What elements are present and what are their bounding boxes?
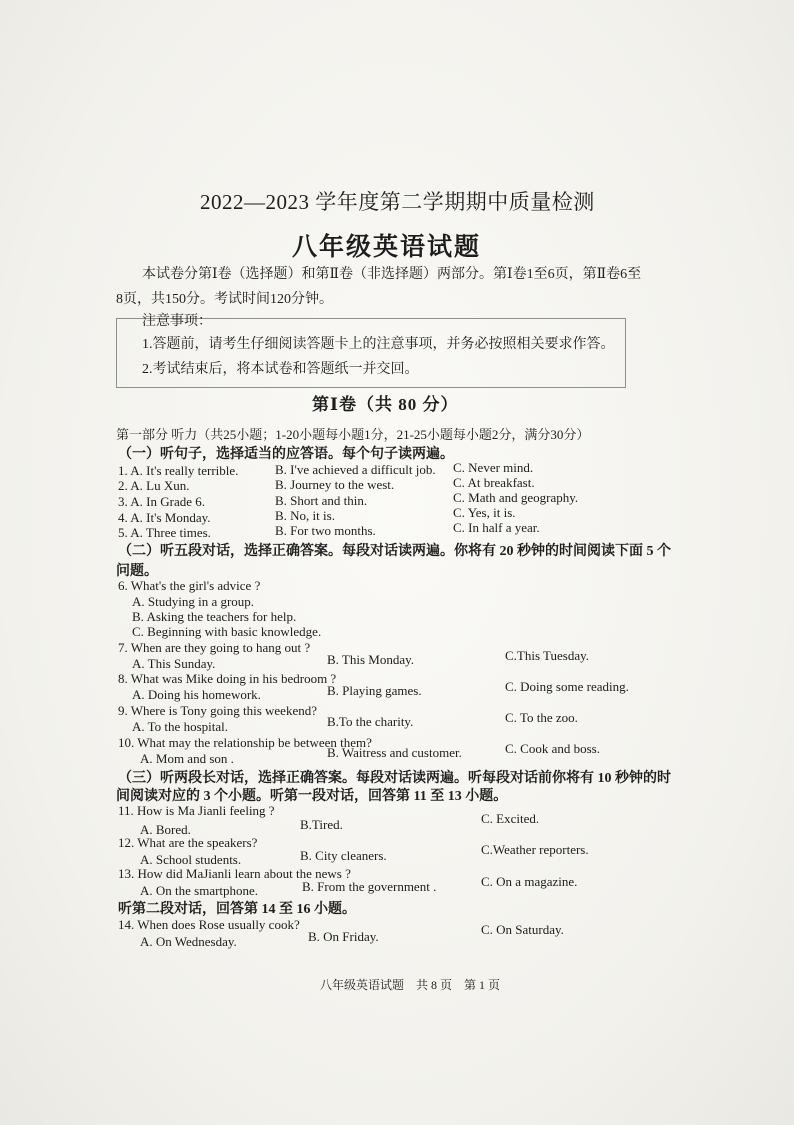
q2-option-b: B. Journey to the west. (275, 477, 395, 492)
q3-option-a: 3. A. In Grade 6. (118, 494, 206, 509)
q7-stem: 7. When are they going to hang out ? (118, 640, 311, 655)
q12-option-c: C.Weather reporters. (481, 842, 589, 857)
exam-title: 2022—2023 学年度第二学期期中质量检测 (200, 190, 595, 214)
second-dialogue-instruction: 听第二段对话，回答第 14 至 16 小题。 (118, 902, 356, 917)
q4-option-a: 4. A. It's Monday. (118, 510, 211, 525)
q10-option-c: C. Cook and boss. (505, 741, 600, 756)
q7-option-c: C.This Tuesday. (505, 648, 590, 663)
part-listening-header: 第一部分 听力（共25小题；1-20小题每小题1分，21-25小题每小题2分，满分30分） (116, 427, 590, 442)
q8-option-b: B. Playing games. (327, 683, 422, 698)
note-item-2: 2.考试结束后，将本试卷和答题纸一并交回。 (142, 362, 419, 377)
q4-option-b: B. No, it is. (275, 508, 335, 523)
q6-option-b: B. Asking the teachers for help. (132, 609, 297, 624)
q14-option-c: C. On Saturday. (481, 922, 564, 937)
q5-option-c: C. In half a year. (453, 520, 540, 535)
q7-option-a: A. This Sunday. (132, 656, 216, 671)
exam-subtitle: 八年级英语试题 (292, 234, 482, 261)
q13-option-b: B. From the government . (302, 879, 437, 894)
q12-option-a: A. School students. (140, 852, 242, 867)
q10-stem: 10. What may the relationship be between them? (118, 735, 372, 750)
note-item-1: 1.答题前，请考生仔细阅读答题卡上的注意事项，并务必按照相关要求作答。 (142, 337, 615, 352)
q12-option-b: B. City cleaners. (300, 848, 387, 863)
q1-option-c: C. Never mind. (453, 460, 534, 475)
subsection-1-instruction: （一）听句子，选择适当的应答语。每个句子读两遍。 (118, 447, 454, 462)
q13-option-c: C. On a magazine. (481, 874, 578, 889)
q2-option-a: 2. A. Lu Xun. (118, 478, 190, 493)
section-heading: 第Ⅰ卷（共 80 分） (312, 395, 459, 414)
intro-line-1: 本试卷分第Ⅰ卷（选择题）和第Ⅱ卷（非选择题）两部分。第Ⅰ卷1至6页，第Ⅱ卷6至 (142, 267, 642, 282)
q5-option-a: 5. A. Three times. (118, 525, 211, 540)
q9-option-a: A. To the hospital. (132, 719, 228, 734)
q5-option-b: B. For two months. (275, 523, 376, 538)
page-footer: 八年级英语试题 共 8 页 第 1 页 (320, 978, 501, 992)
q3-option-c: C. Math and geography. (453, 490, 579, 505)
q14-option-b: B. On Friday. (308, 929, 379, 944)
q9-option-b: B.To the charity. (327, 714, 414, 729)
q8-option-a: A. Doing his homework. (132, 687, 261, 702)
q8-stem: 8. What was Mike doing in his bedroom ? (118, 671, 337, 686)
q6-option-c: C. Beginning with basic knowledge. (132, 624, 322, 639)
q13-stem: 13. How did MaJianli learn about the news ? (118, 866, 351, 881)
q8-option-c: C. Doing some reading. (505, 679, 629, 694)
q11-option-a: A. Bored. (140, 822, 191, 837)
intro-line-2: 8页，共150分。考试时间120分钟。 (116, 292, 333, 307)
q11-option-b: B.Tired. (300, 817, 343, 832)
q9-stem: 9. Where is Tony going this weekend? (118, 703, 317, 718)
q9-option-c: C. To the zoo. (505, 710, 578, 725)
q11-option-c: C. Excited. (481, 811, 540, 826)
q12-stem: 12. What are the speakers? (118, 835, 258, 850)
subsection-3-instruction-cont: 间阅读对应的 3 个小题。听第一段对话，回答第 11 至 13 小题。 (116, 789, 508, 804)
q4-option-c: C. Yes, it is. (453, 505, 516, 520)
q7-option-b: B. This Monday. (327, 652, 415, 667)
q1-option-a: 1. A. It's really terrible. (118, 463, 239, 478)
q2-option-c: C. At breakfast. (453, 475, 535, 490)
subsection-2-instruction-cont: 问题。 (116, 564, 158, 579)
q13-option-a: A. On the smartphone. (140, 883, 259, 898)
q6-option-a: A. Studying in a group. (132, 594, 255, 609)
q11-stem: 11. How is Ma Jianli feeling ? (118, 803, 275, 818)
subsection-3-instruction: （三）听两段长对话，选择正确答案。每段对话读两遍。听每段对话前你将有 10 秒钟的时 (118, 771, 671, 786)
q6-stem: 6. What's the girl's advice ? (118, 578, 261, 593)
q14-stem: 14. When does Rose usually cook? (118, 917, 300, 932)
q10-option-a: A. Mom and son . (140, 751, 234, 766)
notes-title: 注意事项： (142, 314, 212, 329)
q14-option-a: A. On Wednesday. (140, 934, 237, 949)
q3-option-b: B. Short and thin. (275, 493, 368, 508)
q1-option-b: B. I've achieved a difficult job. (275, 462, 436, 477)
q10-option-b: B. Waitress and customer. (327, 745, 462, 760)
subsection-2-instruction: （二）听五段对话，选择正确答案。每段对话读两遍。你将有 20 秒钟的时间阅读下面 5 个 (118, 544, 671, 559)
